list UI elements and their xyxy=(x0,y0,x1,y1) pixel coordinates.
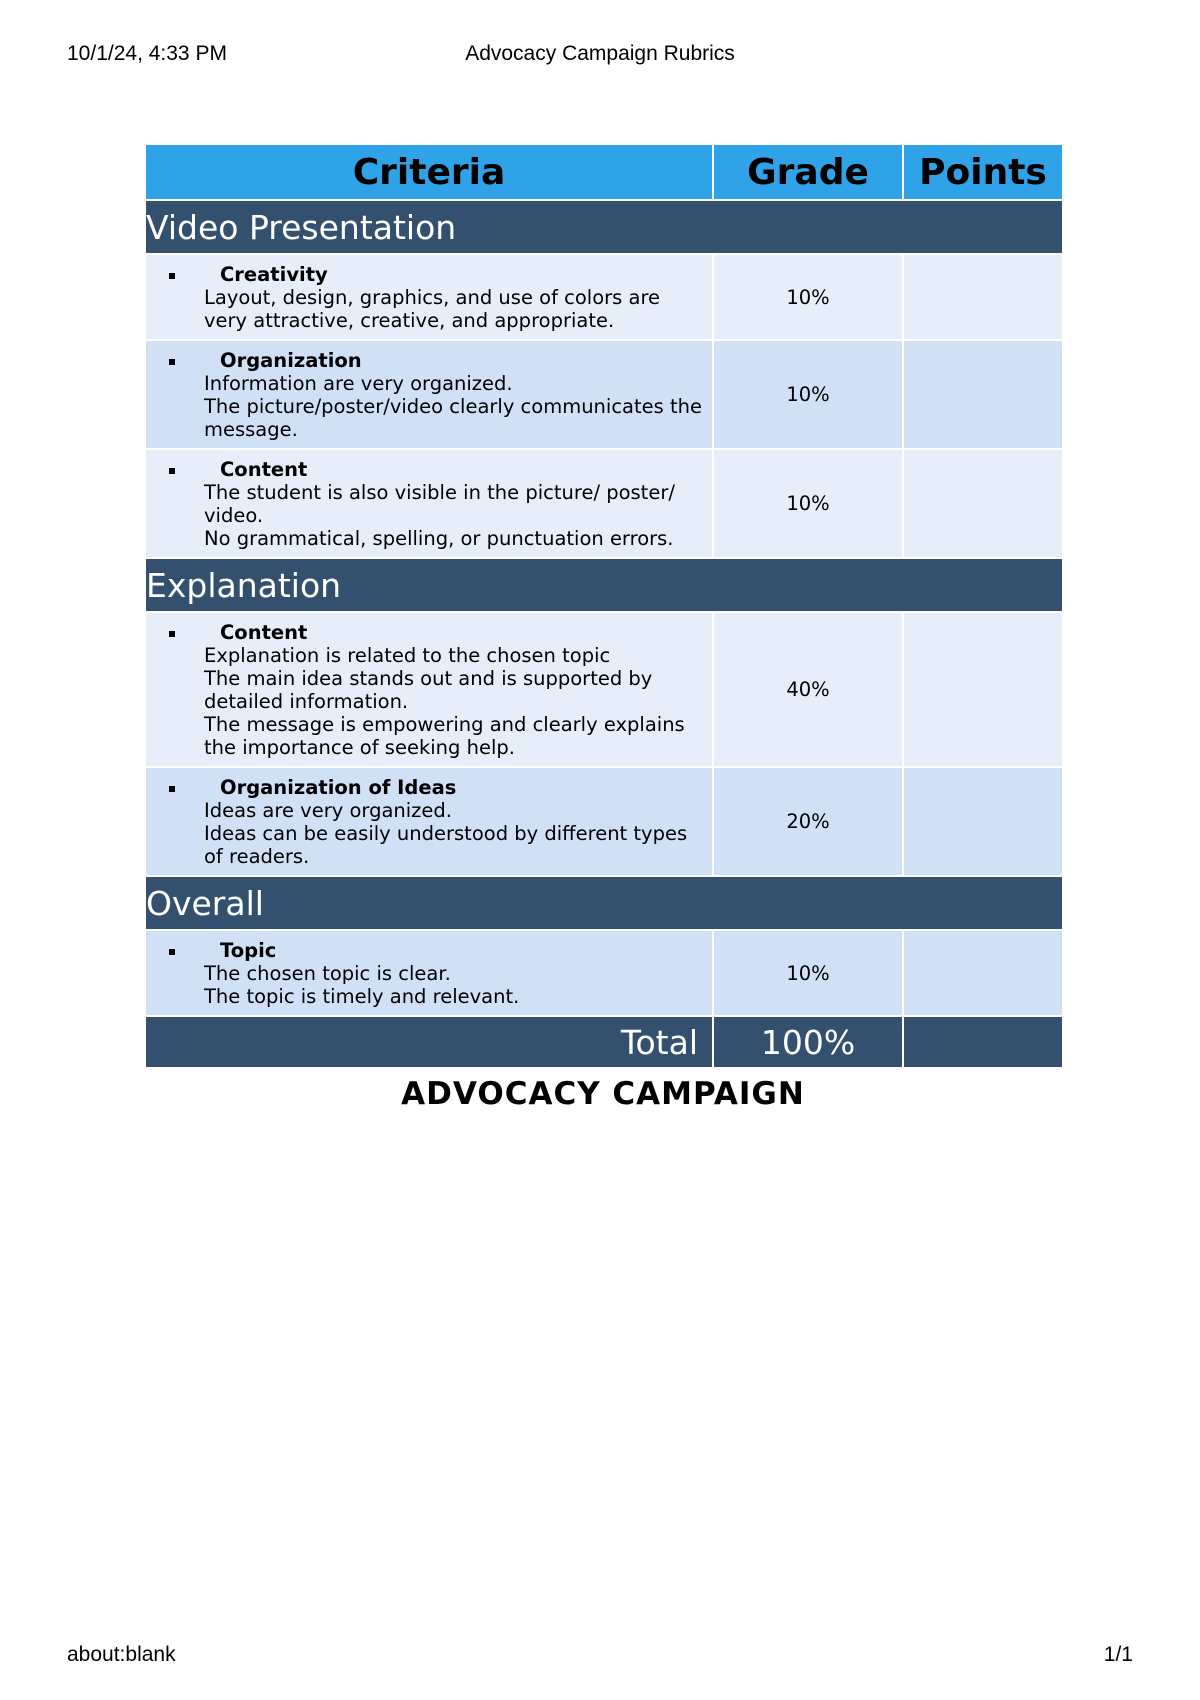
grade-cell: 10% xyxy=(713,449,903,558)
table-row xyxy=(145,767,1063,876)
criteria-title: Content xyxy=(220,458,308,481)
criteria-description: The main idea stands out and is supported by detailed information. xyxy=(204,667,653,713)
criteria-cell xyxy=(145,254,713,340)
print-header xyxy=(67,42,1133,70)
grade-cell: 10% xyxy=(713,930,903,1016)
section-row-explanation xyxy=(145,558,1063,612)
bullet-icon xyxy=(169,359,175,365)
rubric-table xyxy=(144,143,1064,1069)
table-row xyxy=(145,930,1063,1016)
campaign-title: ADVOCACY CAMPAIGN xyxy=(401,1076,805,1112)
grade-cell: 10% xyxy=(713,340,903,449)
section-title: Overall xyxy=(145,876,1063,930)
criteria-title: Organization of Ideas xyxy=(220,776,457,799)
criteria-title: Content xyxy=(220,621,308,644)
header-criteria: Criteria xyxy=(145,144,713,200)
criteria-description: No grammatical, spelling, or punctuation errors. xyxy=(204,527,674,550)
print-title: Advocacy Campaign Rubrics xyxy=(465,42,735,65)
criteria-description: The message is empowering and clearly explains the importance of seeking help. xyxy=(204,713,685,759)
criteria-title: Topic xyxy=(220,939,277,962)
criteria-description: The topic is timely and relevant. xyxy=(204,985,520,1008)
points-cell xyxy=(903,254,1063,340)
points-cell xyxy=(903,930,1063,1016)
criteria-description: Ideas are very organized. xyxy=(204,799,452,822)
header-grade: Grade xyxy=(713,144,903,200)
points-cell xyxy=(903,340,1063,449)
table-row xyxy=(145,612,1063,767)
criteria-description: Layout, design, graphics, and use of colors are very attractive, creative, and appropriate. xyxy=(204,286,661,332)
total-grade: 100% xyxy=(713,1016,903,1068)
bullet-icon xyxy=(169,631,175,637)
total-label: Total xyxy=(145,1016,713,1068)
print-footer xyxy=(67,1643,1133,1671)
total-row xyxy=(145,1016,1063,1068)
criteria-description: The picture/poster/video clearly communicates the message. xyxy=(204,395,703,441)
criteria-description: The student is also visible in the picture/ poster/ video. xyxy=(204,481,675,527)
criteria-cell xyxy=(145,449,713,558)
criteria-description: The chosen topic is clear. xyxy=(204,962,451,985)
criteria-title: Creativity xyxy=(220,263,328,286)
criteria-description: Explanation is related to the chosen topic xyxy=(204,644,611,667)
section-title: Explanation xyxy=(145,558,1063,612)
print-url: about:blank xyxy=(67,1643,176,1666)
table-row xyxy=(145,254,1063,340)
criteria-description: Information are very organized. xyxy=(204,372,513,395)
print-datetime: 10/1/24, 4:33 PM xyxy=(67,42,227,65)
criteria-description: Ideas can be easily understood by different types of readers. xyxy=(204,822,688,868)
section-title: Video Presentation xyxy=(145,200,1063,254)
table-row xyxy=(145,449,1063,558)
bullet-icon xyxy=(169,468,175,474)
print-page-number: 1/1 xyxy=(1103,1643,1133,1666)
section-row-video-presentation xyxy=(145,200,1063,254)
table-row xyxy=(145,340,1063,449)
bullet-icon xyxy=(169,786,175,792)
section-row-overall xyxy=(145,876,1063,930)
criteria-cell xyxy=(145,930,713,1016)
bullet-icon xyxy=(169,273,175,279)
grade-cell: 20% xyxy=(713,767,903,876)
grade-cell: 10% xyxy=(713,254,903,340)
bullet-icon xyxy=(169,949,175,955)
criteria-cell xyxy=(145,340,713,449)
criteria-title: Organization xyxy=(220,349,362,372)
table-header-row xyxy=(145,144,1063,200)
points-cell xyxy=(903,612,1063,767)
criteria-cell xyxy=(145,767,713,876)
header-points: Points xyxy=(903,144,1063,200)
points-cell xyxy=(903,449,1063,558)
total-points xyxy=(903,1016,1063,1068)
points-cell xyxy=(903,767,1063,876)
criteria-cell xyxy=(145,612,713,767)
grade-cell: 40% xyxy=(713,612,903,767)
